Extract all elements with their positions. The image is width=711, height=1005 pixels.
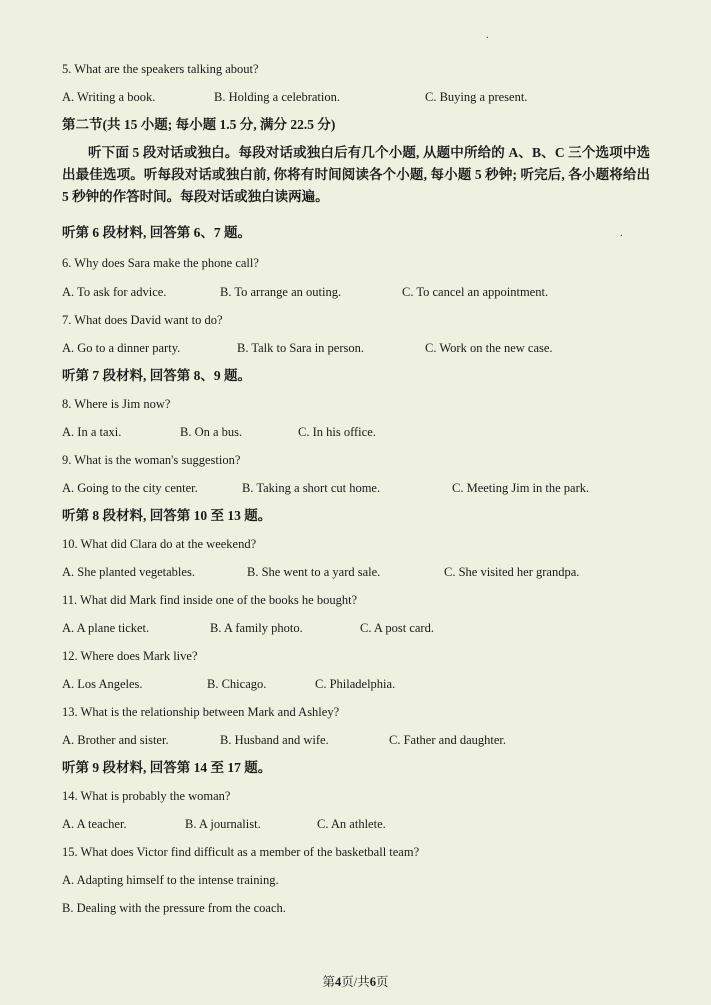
answer-option[interactable]: C. A post card. <box>360 621 434 635</box>
section-heading: 听第 7 段材料, 回答第 8、9 题。 <box>62 368 251 383</box>
answer-option[interactable]: A. Going to the city center. <box>62 481 198 495</box>
answer-option[interactable]: B. A family photo. <box>210 621 303 635</box>
answer-option[interactable]: A. A plane ticket. <box>62 621 150 635</box>
page-footer <box>0 972 711 990</box>
answer-option[interactable]: C. To cancel an appointment. <box>402 285 549 299</box>
answer-options-row <box>62 621 652 637</box>
answer-option[interactable]: C. In his office. <box>298 425 376 439</box>
footer-total-pages: 6 <box>369 975 376 989</box>
answer-options-row <box>62 425 652 441</box>
question-text: 8. Where is Jim now? <box>62 397 171 411</box>
answer-option[interactable]: C. Meeting Jim in the park. <box>452 481 590 495</box>
section-heading: 听第 9 段材料, 回答第 14 至 17 题。 <box>62 760 272 775</box>
question-text: 14. What is probably the woman? <box>62 789 231 803</box>
answer-options-row <box>62 677 652 693</box>
answer-option[interactable]: C. She visited her grandpa. <box>444 565 580 579</box>
answer-option[interactable]: B. Taking a short cut home. <box>242 481 381 495</box>
answer-options-row <box>62 817 652 833</box>
answer-options-row <box>62 285 652 301</box>
question-text: 7. What does David want to do? <box>62 313 223 327</box>
answer-option[interactable]: A. Writing a book. <box>62 90 156 104</box>
answer-options-row <box>62 733 652 749</box>
answer-options-row <box>62 901 652 917</box>
section-heading: 听第 8 段材料, 回答第 10 至 13 题。 <box>62 508 272 523</box>
question-text: 10. What did Clara do at the weekend? <box>62 537 257 551</box>
answer-option[interactable]: C. Buying a present. <box>425 90 528 104</box>
answer-options-row <box>62 565 652 581</box>
answer-option[interactable]: B. On a bus. <box>180 425 243 439</box>
question-text: 5. What are the speakers talking about? <box>62 62 259 76</box>
section-heading: 第二节(共 15 小题; 每小题 1.5 分, 满分 22.5 分) <box>62 117 336 132</box>
footer-page-number: 4 <box>335 975 342 989</box>
answer-option[interactable]: A. A teacher. <box>62 817 127 831</box>
answer-option[interactable]: A. Go to a dinner party. <box>62 341 181 355</box>
answer-option[interactable]: A. Adapting himself to the intense training. <box>62 873 279 887</box>
answer-option[interactable]: B. A journalist. <box>185 817 261 831</box>
section-instructions: 听下面 5 段对话或独白。每段对话或独白后有几个小题, 从题中所给的 A、B、C 三个选项中选出最佳选项。听每段对话或独白前, 你将有时间阅读各个小题, 每小题 5 秒钟; 听完后, 各小题将给出 5 秒钟的作答时间。每段对话或独白读两遍。 <box>62 145 650 204</box>
answer-option[interactable]: A. She planted vegetables. <box>62 565 195 579</box>
mid-page-mark: . <box>620 227 623 239</box>
question-text: 12. Where does Mark live? <box>62 649 198 663</box>
answer-option[interactable]: C. An athlete. <box>317 817 386 831</box>
answer-option[interactable]: A. In a taxi. <box>62 425 122 439</box>
answer-option[interactable]: C. Father and daughter. <box>389 733 506 747</box>
answer-option[interactable]: A. Brother and sister. <box>62 733 169 747</box>
answer-options-row <box>62 341 652 357</box>
answer-options-row <box>62 873 652 889</box>
answer-option[interactable]: B. To arrange an outing. <box>220 285 342 299</box>
answer-options-row <box>62 90 652 106</box>
question-text: 9. What is the woman's suggestion? <box>62 453 241 467</box>
section-heading: 听第 6 段材料, 回答第 6、7 题。 <box>62 225 251 240</box>
answer-options-row <box>62 481 652 497</box>
footer-mid: 页/共 <box>341 975 370 989</box>
footer-prefix: 第 <box>322 975 335 989</box>
footer-suffix: 页 <box>375 975 389 989</box>
answer-option[interactable]: A. Los Angeles. <box>62 677 143 691</box>
answer-option[interactable]: B. Dealing with the pressure from the coach. <box>62 901 286 915</box>
answer-option[interactable]: B. Holding a celebration. <box>214 90 341 104</box>
question-text: 11. What did Mark find inside one of the books he bought? <box>62 593 358 607</box>
answer-option[interactable]: C. Philadelphia. <box>315 677 396 691</box>
answer-option[interactable]: C. Work on the new case. <box>425 341 553 355</box>
answer-option[interactable]: B. Husband and wife. <box>220 733 329 747</box>
answer-option[interactable]: B. Talk to Sara in person. <box>237 341 365 355</box>
top-page-mark: . <box>486 29 489 41</box>
answer-option[interactable]: A. To ask for advice. <box>62 285 167 299</box>
answer-option[interactable]: B. Chicago. <box>207 677 267 691</box>
question-text: 6. Why does Sara make the phone call? <box>62 256 259 270</box>
question-text: 15. What does Victor find difficult as a member of the basketball team? <box>62 845 420 859</box>
question-text: 13. What is the relationship between Mark and Ashley? <box>62 705 340 719</box>
answer-option[interactable]: B. She went to a yard sale. <box>247 565 381 579</box>
